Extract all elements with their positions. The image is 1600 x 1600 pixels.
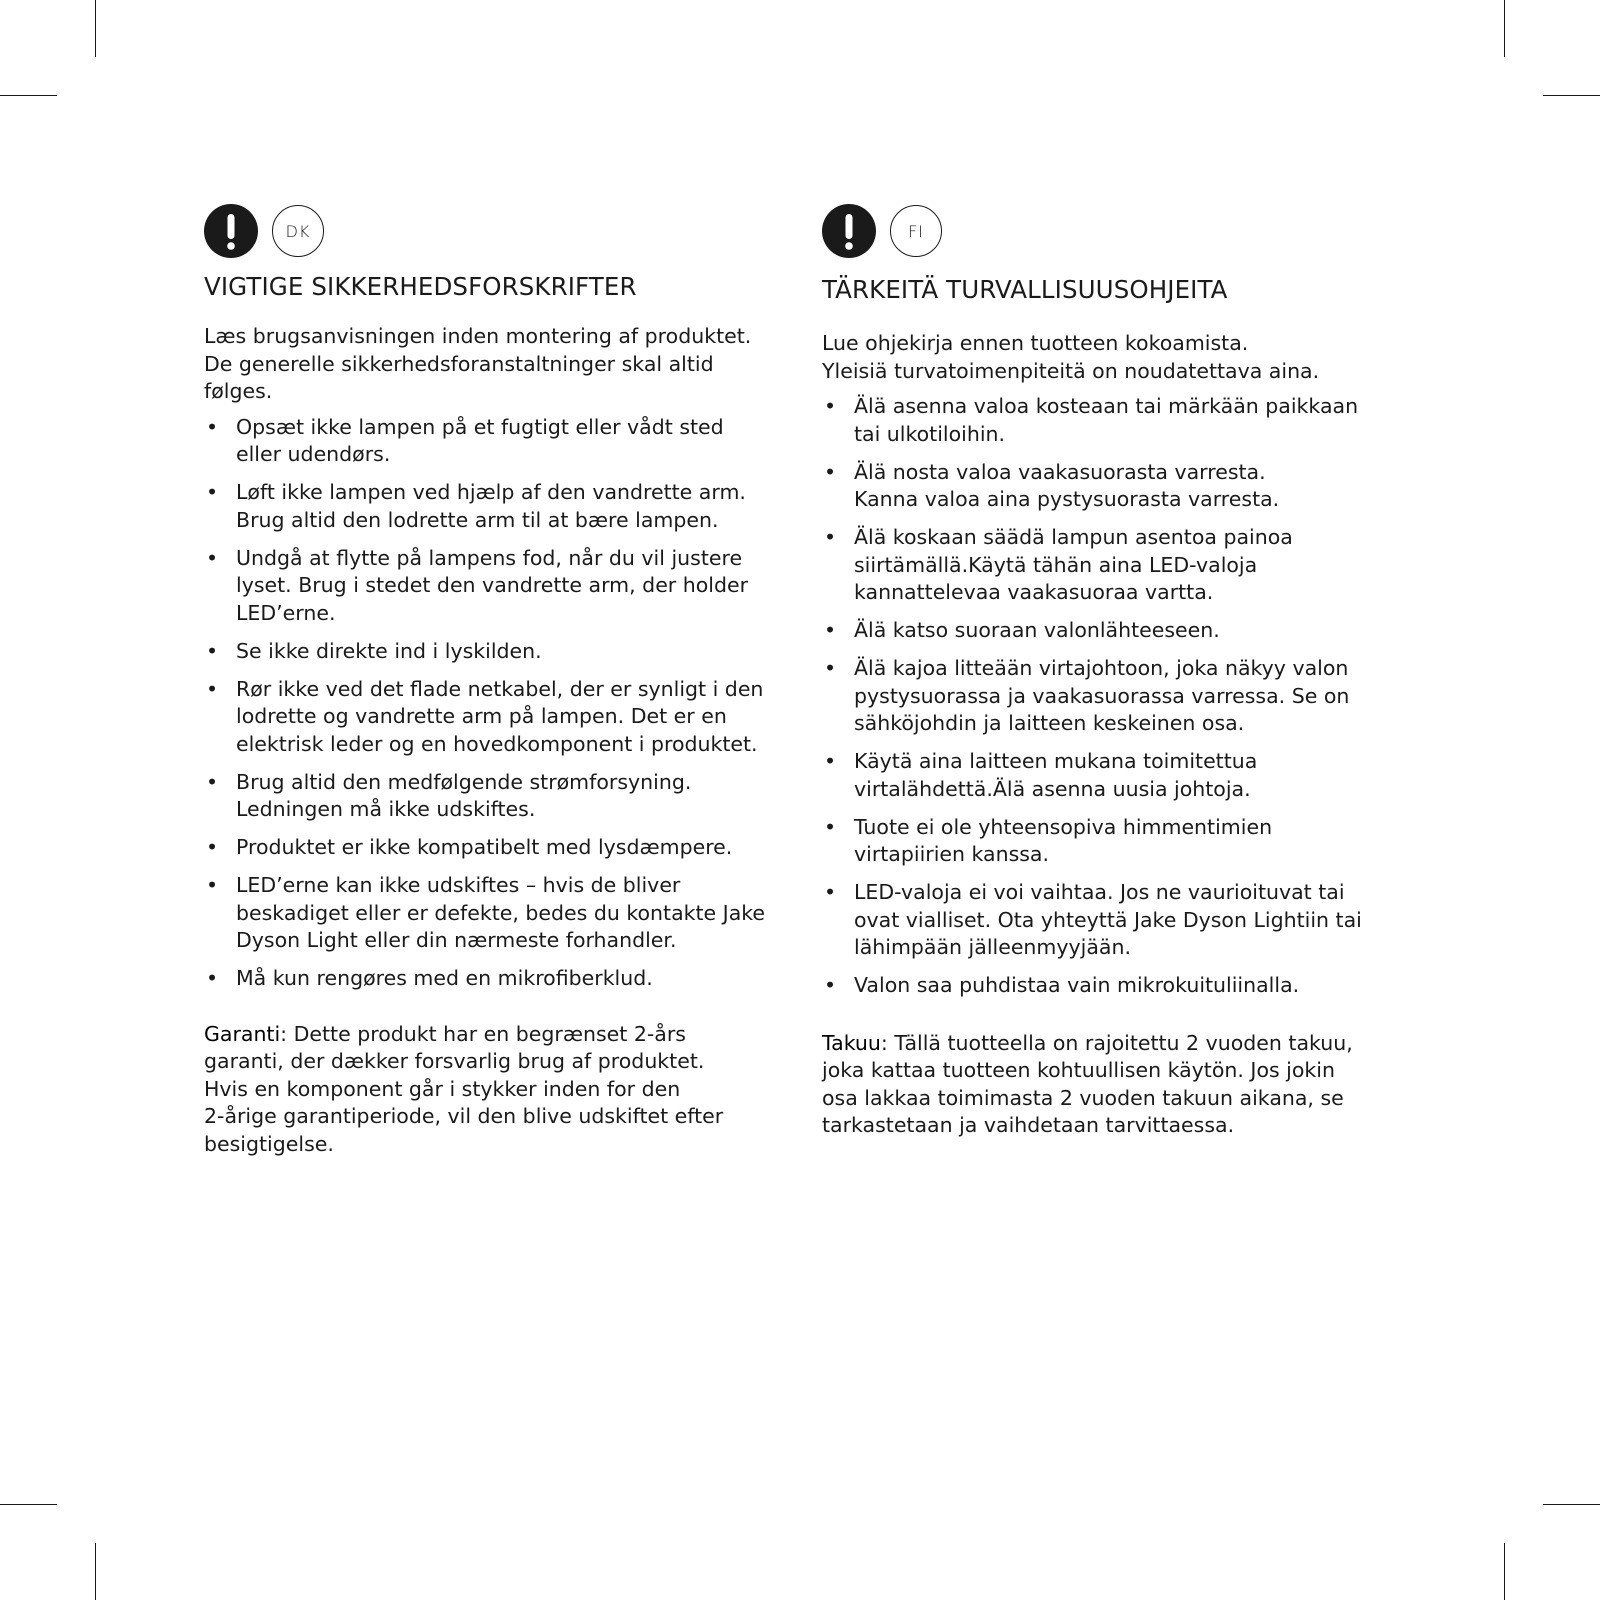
list-item: • LED-valoja ei voi vaihtaa. Jos ne vaurioituvat tai ovat vialliset. Ota yhteyttä Jake Dyson Lightiin tai lähimpään jälleenmyyjään.: [824, 880, 1362, 959]
safety-list: [822, 393, 1392, 1000]
warranty-label: Garanti: [204, 1021, 281, 1046]
bullet: •: [206, 873, 219, 897]
intro-text: Læs brugsanvisningen inden montering af produktet. De generelle sikkerhedsforanstaltninger skal altid følges.: [204, 324, 752, 403]
crop-mark-top-right-horizontal: [1543, 95, 1600, 96]
section-header-icons: [204, 204, 774, 258]
safety-list: [204, 414, 774, 993]
list-item: • Rør ikke ved det flade netkabel, der er synligt i den lodrette og vandrette arm på lampen. Det er en elektrisk leder og en hovedkomponent i produktet.: [206, 676, 764, 756]
list-item: • Opsæt ikke lampen på et fugtigt eller vådt sted eller udendørs.: [206, 414, 724, 466]
bullet: •: [206, 769, 219, 794]
bullet: •: [206, 676, 219, 701]
bullet: •: [206, 480, 219, 504]
list-item: • Se ikke direkte ind i lyskilden.: [204, 638, 774, 666]
bullet: •: [206, 414, 219, 439]
bullet: •: [206, 545, 219, 570]
bullet: •: [824, 973, 837, 997]
warranty-text: Garanti: Dette produkt har en begrænset 2-års garanti, der dækker forsvarlig brug af produktet. Hvis en komponent går i stykker inden for den 2-årige garantiperiode, vil den blive udskiftet efter besigtigelse.: [204, 1021, 724, 1156]
bullet: •: [824, 880, 837, 904]
bullet: •: [824, 656, 837, 680]
list-item: • Undgå at flytte på lampens fod, når du vil justere lyset. Brug i stedet den vandrette arm, der holder LED’erne.: [206, 545, 749, 625]
list-item: • Brug altid den medfølgende strømforsyning. Ledningen må ikke udskiftes.: [206, 769, 692, 821]
bullet: •: [824, 459, 837, 484]
list-item: • Løft ikke lampen ved hjælp af den vandrette arm. Brug altid den lodrette arm til at bære lampen.: [206, 480, 746, 532]
list-item: • Käytä aina laitteen mukana toimitettua virtalähdettä.Älä asenna uusia johtoja.: [824, 749, 1258, 801]
crop-mark-top-right-vertical: [1504, 0, 1505, 57]
bullet: •: [206, 835, 219, 859]
list-item: • Tuote ei ole yhteensopiva himmentimien virtapiirien kanssa.: [824, 814, 1273, 866]
bullet: •: [206, 638, 219, 663]
crop-mark-top-left-horizontal: [0, 95, 57, 96]
list-item: • Älä kajoa litteään virtajohtoon, joka näkyy valon pystysuorassa ja vaakasuorassa varressa. Se on sähköjohdin ja laitteen keskeinen osa.: [824, 656, 1350, 735]
list-item: • Älä nosta valoa vaakasuorasta varresta. Kanna valoa aina pystysuorasta varresta.: [824, 459, 1280, 511]
bullet: •: [824, 618, 837, 642]
bullet: •: [824, 749, 837, 773]
section-title: TÄRKEITÄ TURVALLISUUSOHJEITA: [822, 275, 1228, 304]
list-item: • LED’erne kan ikke udskiftes – hvis de bliver beskadiget eller er defekte, bedes du kontakte Jake Dyson Light eller din nærmeste forhandler.: [206, 873, 766, 952]
crop-mark-bottom-left-horizontal: [0, 1504, 57, 1505]
intro-text: Lue ohjekirja ennen tuotteen kokoamista. Yleisiä turvatoimenpiteitä on noudatettava aina.: [822, 331, 1320, 383]
crop-mark-bottom-left-vertical: [95, 1543, 96, 1600]
exclamation-circle-icon: [204, 204, 258, 258]
bullet: •: [824, 525, 837, 549]
bullet: •: [824, 394, 837, 418]
language-badge: FI: [890, 205, 942, 257]
warranty-label: Takuu: [822, 1030, 881, 1055]
list-item: • Produktet er ikke kompatibelt med lysdæmpere.: [204, 834, 774, 862]
list-item: • Må kun rengøres med en mikrofiberklud.: [204, 965, 774, 993]
list-item: • Valon saa puhdistaa vain mikrokuituliinalla.: [822, 972, 1392, 1000]
section-title: VIGTIGE SIKKERHEDSFORSKRIFTER: [204, 272, 637, 301]
section-fi: [822, 204, 1392, 1140]
section-dk: [204, 204, 774, 1158]
bullet: •: [824, 814, 837, 839]
crop-mark-top-left-vertical: [95, 0, 96, 57]
warranty-text: Takuu: Tällä tuotteella on rajoitettu 2 vuoden takuu, joka kattaa tuotteen kohtuullisen käytön. Jos jokin osa lakkaa toimimasta 2 vuoden takuun aikana, se tarkastetaan ja vaihdetaan tarvittaessa.: [822, 1030, 1353, 1137]
exclamation-circle-icon: [822, 204, 876, 258]
list-item: • Älä katso suoraan valonlähteeseen.: [822, 617, 1392, 645]
section-header-icons: [822, 204, 1392, 258]
list-item: • Älä koskaan säädä lampun asentoa painoa siirtämällä.Käytä tähän aina LED-valoja kannattelevaa vaakasuoraa vartta.: [824, 525, 1293, 604]
crop-mark-bottom-right-vertical: [1504, 1543, 1505, 1600]
crop-mark-bottom-right-horizontal: [1543, 1504, 1600, 1505]
language-badge: DK: [272, 205, 324, 257]
bullet: •: [206, 966, 219, 990]
list-item: • Älä asenna valoa kosteaan tai märkään paikkaan tai ulkotiloihin.: [824, 394, 1359, 446]
